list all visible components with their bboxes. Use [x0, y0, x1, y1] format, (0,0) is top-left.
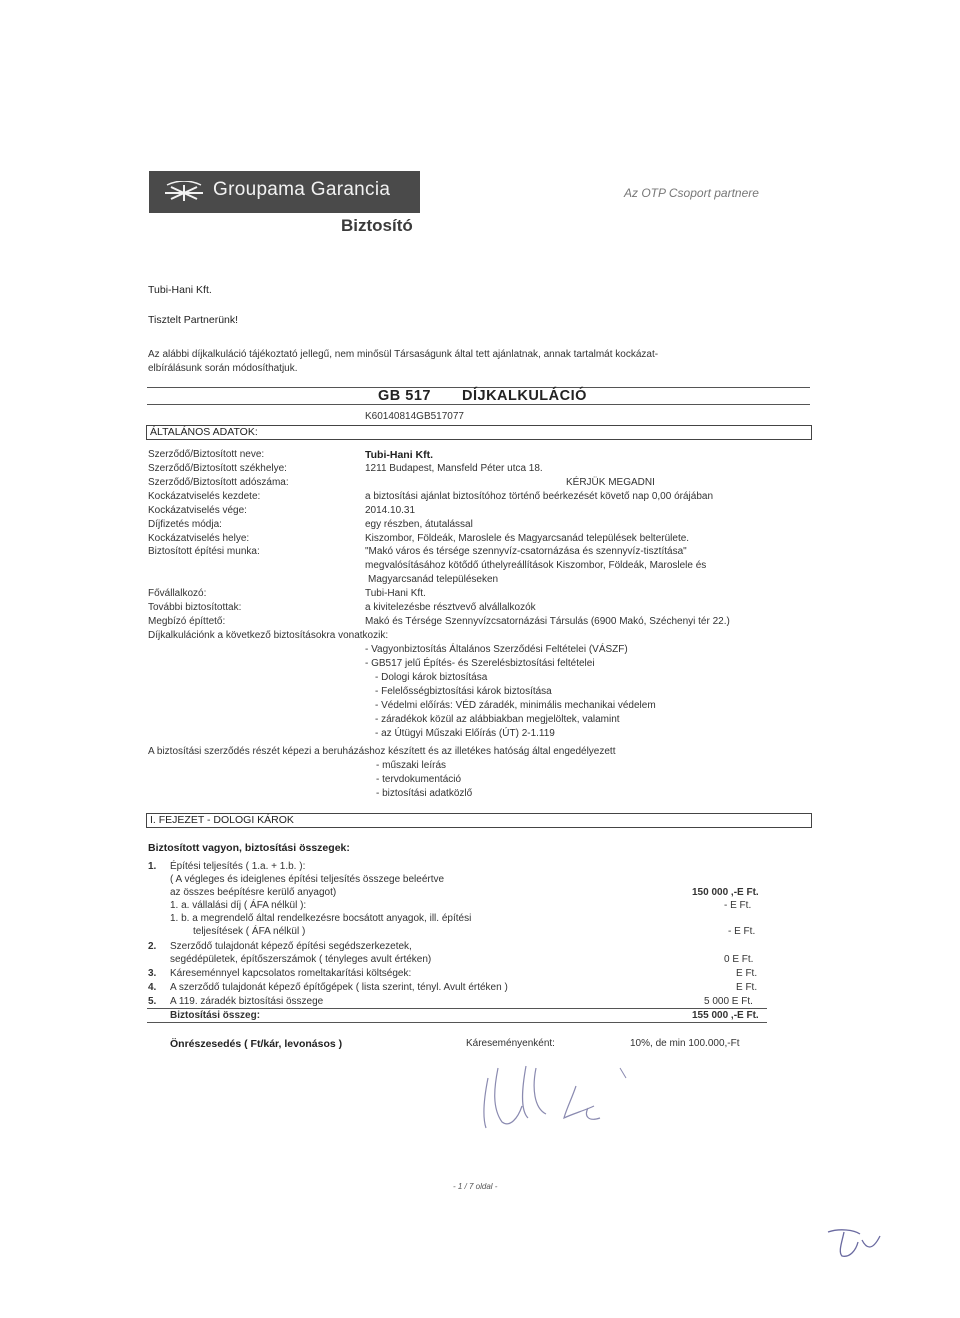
value-name: Tubi-Hani Kft.	[365, 449, 434, 461]
contract-intro: A biztosítási szerződés részét képezi a beruházáshoz készített és az illetékes hatóság által engedélyezett	[148, 746, 616, 757]
item-value: 5 000 E Ft.	[704, 996, 753, 1007]
title-name: DÍJKALKULÁCIÓ	[462, 388, 587, 404]
label-tax-number: Szerződő/Biztosított adószáma:	[148, 477, 289, 488]
item-value: 150 000 ,-E Ft.	[692, 887, 759, 898]
divider	[147, 1008, 767, 1009]
label-other-insured: További biztosítottak:	[148, 602, 242, 613]
coverage-intro: Díjkalkulációnk a következő biztosításokra vonatkozik:	[148, 630, 389, 641]
deductible-label: Önrészesedés ( Ft/kár, levonásos )	[170, 1038, 343, 1050]
item-label: teljesítések ( ÁFA nélkül )	[193, 926, 306, 937]
coverage-item: - Vagyonbiztosítás Általános Szerződési Feltételei (VÁSZF)	[365, 644, 628, 655]
item-number: 5.	[148, 996, 157, 1007]
label-risk-start: Kockázatviselés kezdete:	[148, 491, 261, 502]
label-main-contractor: Fővállalkozó:	[148, 588, 207, 599]
contract-item: - tervdokumentáció	[376, 774, 462, 785]
contract-item: - biztosítási adatközlő	[376, 788, 473, 799]
label-seat: Szerződő/Biztosított székhelye:	[148, 463, 287, 474]
item-number: 3.	[148, 968, 157, 979]
item-value: - E Ft.	[728, 926, 756, 937]
reference-number: K60140814GB517077	[365, 411, 464, 422]
divider	[147, 404, 810, 405]
label-work: Biztosított építési munka:	[148, 546, 260, 557]
salutation: Tisztelt Partnerünk!	[148, 314, 239, 326]
contract-item: - műszaki leírás	[376, 760, 447, 771]
value-seat: 1211 Budapest, Mansfeld Péter utca 18.	[365, 463, 543, 474]
item-number: 2.	[148, 941, 157, 952]
item-label: 1. a. vállalási díj ( ÁFA nélkül ):	[170, 900, 307, 911]
item-label: segédépületek, építőszerszámok ( tényleges avult értéken)	[170, 954, 432, 965]
value-work-line3: Magyarcsanád településeken	[368, 574, 499, 585]
value-client: Makó és Térsége Szennyvízcsatornázási Társulás (6900 Makó, Széchenyi tér 22.)	[365, 616, 730, 627]
value-risk-place: Kiszombor, Földeák, Maroslele és Magyarcsanád települések belterülete.	[365, 533, 690, 544]
intro-paragraph-line2: elbírálásunk során módosíthatjuk.	[148, 363, 298, 374]
initials-icon	[820, 1222, 890, 1262]
item-value: 0 E Ft.	[724, 954, 754, 965]
chapter1-subheading: Biztosított vagyon, biztosítási összegek:	[148, 842, 350, 854]
coverage-item: - Védelmi előírás: VÉD záradék, minimális mechanikai védelem	[375, 700, 656, 711]
label-risk-place: Kockázatviselés helye:	[148, 533, 250, 544]
item-value: E Ft.	[736, 968, 758, 979]
item-label: az összes beépítésre kerülő anyagot)	[170, 887, 337, 898]
coverage-item: - Felelősségbiztosítási károk biztosítása	[375, 686, 552, 697]
item-value: E Ft.	[736, 982, 758, 993]
coverage-item: - az Útügyi Műszaki Előírás (ÚT) 2-1.119	[375, 728, 555, 739]
deductible-per: Káreseményenként:	[466, 1038, 555, 1049]
page-number: - 1 / 7 oldal -	[453, 1182, 498, 1191]
partner-text: Az OTP Csoport partnere	[624, 186, 759, 200]
item-label: Építési teljesítés ( 1.a. + 1.b. ):	[170, 861, 306, 872]
value-other-insured: a kivitelezésbe résztvevő alvállalkozók	[365, 602, 536, 613]
item-value: - E Ft.	[724, 900, 752, 911]
label-payment: Díjfizetés módja:	[148, 519, 222, 530]
item-number: 4.	[148, 982, 157, 993]
item-label: Szerződő tulajdonát képező építési segédszerkezetek,	[170, 941, 412, 952]
total-value: 155 000 ,-E Ft.	[692, 1010, 759, 1021]
item-number: 1.	[148, 861, 157, 872]
item-label: A 119. záradék biztosítási összege	[170, 996, 324, 1007]
logo-text: Groupama Garancia	[213, 179, 391, 200]
label-client: Megbízó építtető:	[148, 616, 226, 627]
total-label: Biztosítási összeg:	[170, 1010, 261, 1021]
company-logo	[149, 171, 420, 213]
value-risk-start: a biztosítási ajánlat biztosítóhoz történő beérkezését követő nap 0,00 órájában	[365, 491, 714, 502]
general-data-heading	[146, 425, 812, 440]
deductible-value: 10%, de min 100.000,-Ft	[630, 1038, 740, 1049]
item-label: A szerződő tulajdonát képező építőgépek ( lista szerint, tényl. Avult értéken )	[170, 982, 508, 993]
label-name: Szerződő/Biztosított neve:	[148, 449, 265, 460]
coverage-item: - záradékok közül az alábbiakban megjelöltek, valamint	[375, 714, 620, 725]
value-risk-end: 2014.10.31	[365, 505, 416, 516]
recipient: Tubi-Hani Kft.	[148, 284, 212, 296]
value-tax-number: KÉRJÜK MEGADNI	[566, 477, 655, 488]
intro-paragraph-line1: Az alábbi díjkalkuláció tájékoztató jellegű, nem minősül Társaságunk által tett ajánlatnak, annak tartalmát kockázat-	[148, 349, 659, 360]
value-main-contractor: Tubi-Hani Kft.	[365, 588, 426, 599]
value-work-line2: megvalósításához kötődő úthelyreállítások Kiszombor, Földeák, Maroslele és	[365, 560, 707, 571]
value-work: "Makó város és térsége szennyvíz-csatornázása és szennyvíz-tisztítása"	[365, 546, 687, 557]
logo-subtitle: Biztosító	[341, 216, 413, 235]
item-label: ( A végleges és ideiglenes építési teljesítés összege beleértve	[170, 874, 445, 885]
coverage-item: - Dologi károk biztosítása	[375, 672, 488, 683]
chapter1-heading-text: I. FEJEZET - DOLOGI KÁROK	[150, 814, 294, 826]
label-risk-end: Kockázatviselés vége:	[148, 505, 247, 516]
value-payment: egy részben, átutalással	[365, 519, 473, 530]
coverage-item: - GB517 jelű Építés- és Szerelésbiztosítási feltételei	[365, 658, 595, 669]
signature-icon	[476, 1058, 636, 1138]
title-code: GB 517	[378, 388, 431, 404]
item-label: Káreseménnyel kapcsolatos romeltakarítási költségek:	[170, 968, 412, 979]
item-label: 1. b. a megrendelő által rendelkezésre bocsátott anyagok, ill. építési	[170, 913, 472, 924]
general-data-heading-text: ÁLTALÁNOS ADATOK:	[150, 426, 258, 438]
chapter1-heading	[146, 813, 812, 828]
divider	[147, 1022, 767, 1023]
groupama-logo-icon	[161, 181, 207, 205]
